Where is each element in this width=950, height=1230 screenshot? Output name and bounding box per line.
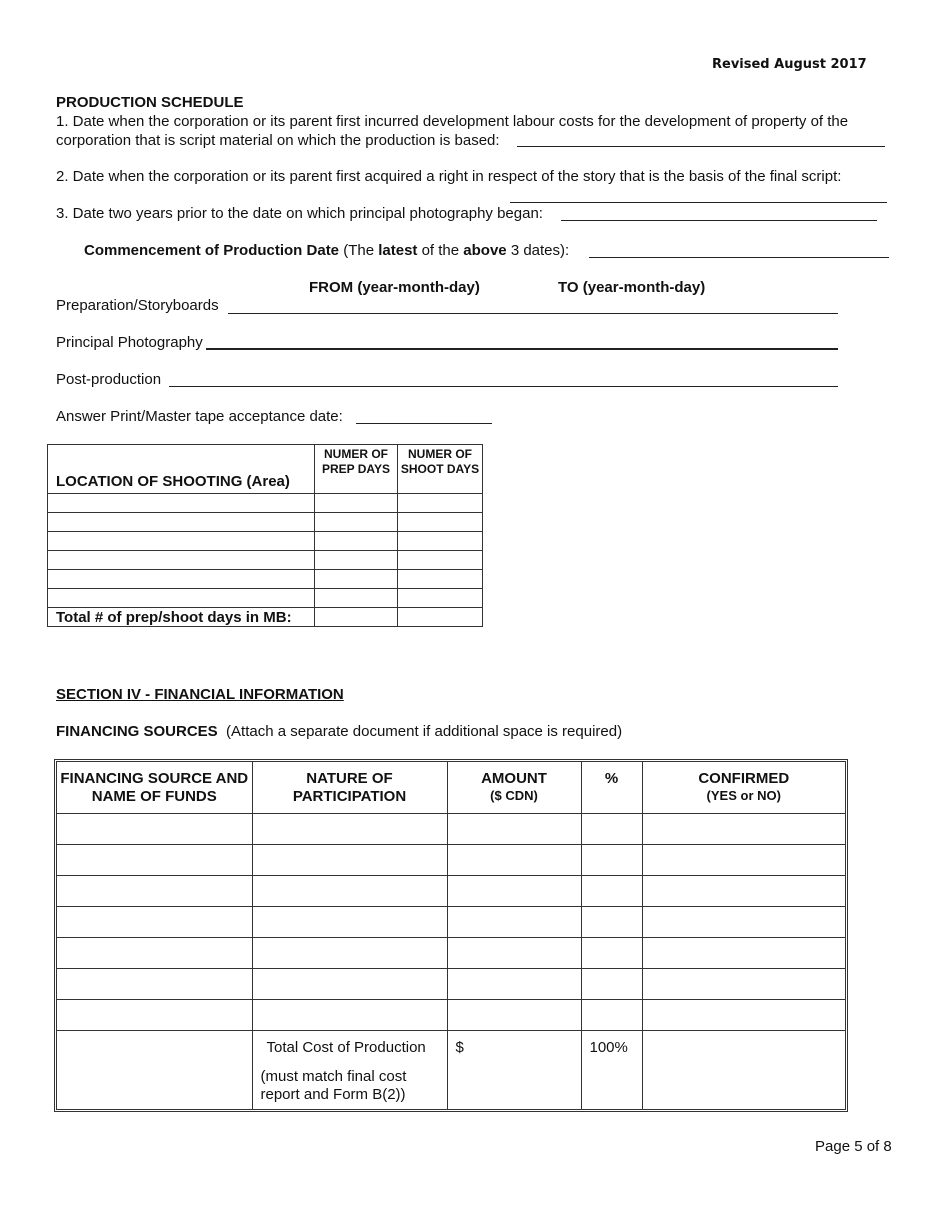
prep-days-cell[interactable] [315, 494, 398, 513]
amount-cell[interactable] [447, 938, 581, 969]
nature-cell[interactable] [252, 845, 447, 876]
table-row [48, 532, 483, 551]
table-row [57, 907, 845, 938]
prep-days-cell[interactable] [315, 513, 398, 532]
nature-cell[interactable] [252, 907, 447, 938]
question-1-answer-line[interactable] [517, 146, 885, 147]
table-row [48, 513, 483, 532]
source-header: FINANCING SOURCE AND NAME OF FUNDS [57, 762, 252, 814]
question-2-answer-line[interactable] [510, 202, 887, 203]
prep-days-cell[interactable] [315, 532, 398, 551]
table-row [48, 494, 483, 513]
nature-cell[interactable] [252, 814, 447, 845]
source-cell[interactable] [57, 876, 252, 907]
percent-cell[interactable] [581, 907, 642, 938]
shoot-days-cell[interactable] [398, 494, 483, 513]
table-row [57, 845, 845, 876]
to-header: TO (year-month-day) [558, 279, 706, 296]
question-1-line-2: corporation that is script material on which the production is based: [56, 132, 500, 149]
confirmed-cell[interactable] [642, 1000, 845, 1031]
shoot-days-cell[interactable] [398, 570, 483, 589]
question-2: 2. Date when the corporation or its parent first acquired a right in respect of the story that is the basis of the final script: [56, 168, 842, 185]
preparation-answer-line[interactable] [228, 313, 838, 314]
shoot-days-cell[interactable] [398, 551, 483, 570]
total-confirmed-cell[interactable] [642, 1031, 845, 1110]
nature-cell[interactable] [252, 876, 447, 907]
source-cell[interactable] [57, 845, 252, 876]
amount-cell[interactable] [447, 969, 581, 1000]
table-row [48, 551, 483, 570]
percent-total: 100% [589, 1039, 628, 1056]
table-row [48, 589, 483, 608]
question-3-answer-line[interactable] [561, 220, 877, 221]
phase-preparation: Preparation/Storyboards [56, 297, 219, 314]
table-row [57, 876, 845, 907]
confirmed-cell[interactable] [642, 907, 845, 938]
confirmed-header: CONFIRMED (YES or NO) [642, 762, 845, 814]
total-percent-cell [581, 1031, 642, 1110]
total-cost-label: Total Cost of Production [266, 1039, 426, 1056]
table-row [57, 1000, 845, 1031]
confirmed-cell[interactable] [642, 969, 845, 1000]
total-cost-cell [252, 1031, 447, 1110]
total-cost-note: (must match final cost report and Form B(2)) [260, 1068, 407, 1103]
percent-header: % [581, 762, 642, 814]
percent-cell[interactable] [581, 969, 642, 1000]
total-prep-days-cell[interactable] [315, 608, 398, 627]
amount-cell[interactable] [447, 1000, 581, 1031]
total-amount-cell[interactable] [447, 1031, 581, 1110]
nature-cell[interactable] [252, 969, 447, 1000]
source-cell[interactable] [57, 907, 252, 938]
shoot-days-cell[interactable] [398, 589, 483, 608]
location-cell[interactable] [48, 570, 315, 589]
phase-post-production: Post-production [56, 371, 162, 388]
percent-cell[interactable] [581, 876, 642, 907]
location-cell[interactable] [48, 494, 315, 513]
location-area-header: LOCATION OF SHOOTING (Area) [48, 445, 315, 494]
amount-cell[interactable] [447, 845, 581, 876]
financing-sources-table [57, 762, 845, 1109]
prep-days-header: NUMER OF PREP DAYS [315, 445, 398, 494]
nature-cell[interactable] [252, 938, 447, 969]
location-cell[interactable] [48, 513, 315, 532]
location-cell[interactable] [48, 532, 315, 551]
table-row [48, 570, 483, 589]
confirmed-cell[interactable] [642, 814, 845, 845]
nature-cell[interactable] [252, 1000, 447, 1031]
amount-cell[interactable] [447, 907, 581, 938]
nature-header: NATURE OF PARTICIPATION [252, 762, 447, 814]
confirmed-cell[interactable] [642, 938, 845, 969]
shoot-days-cell[interactable] [398, 532, 483, 551]
total-row [57, 1031, 845, 1110]
shoot-days-cell[interactable] [398, 513, 483, 532]
page-number: Page 5 of 8 [815, 1138, 892, 1155]
location-cell[interactable] [48, 589, 315, 608]
prep-days-cell[interactable] [315, 589, 398, 608]
source-cell[interactable] [57, 969, 252, 1000]
financing-table-frame [54, 759, 848, 1112]
section-iv-title: SECTION IV - FINANCIAL INFORMATION [56, 686, 344, 703]
amount-cell[interactable] [447, 814, 581, 845]
prep-days-cell[interactable] [315, 551, 398, 570]
total-row [48, 608, 483, 627]
phase-principal-photography: Principal Photography [56, 334, 203, 351]
answer-print-answer-line[interactable] [356, 423, 492, 424]
post-production-answer-line[interactable] [169, 386, 838, 387]
location-cell[interactable] [48, 551, 315, 570]
question-1-line-1: 1. Date when the corporation or its parent first incurred development labour costs for the development of property of the [56, 113, 849, 130]
principal-photography-answer-line[interactable] [206, 348, 838, 350]
source-cell[interactable] [57, 938, 252, 969]
location-of-shooting-table [47, 444, 483, 627]
commencement-answer-line[interactable] [589, 257, 889, 258]
financing-sources-heading: FINANCING SOURCES (Attach a separate document if additional space is required) [56, 723, 623, 740]
table-row [57, 938, 845, 969]
revised-date: Revised August 2017 [712, 57, 867, 72]
amount-header: AMOUNT ($ CDN) [447, 762, 581, 814]
percent-cell[interactable] [581, 938, 642, 969]
table-row [57, 969, 845, 1000]
percent-cell[interactable] [581, 845, 642, 876]
confirmed-cell[interactable] [642, 876, 845, 907]
confirmed-cell[interactable] [642, 845, 845, 876]
source-cell[interactable] [57, 1000, 252, 1031]
question-3: 3. Date two years prior to the date on which principal photography began: [56, 205, 543, 222]
dollar-sign: $ [455, 1039, 464, 1056]
shoot-days-header: NUMER OF SHOOT DAYS [398, 445, 483, 494]
production-schedule-title: PRODUCTION SCHEDULE [56, 94, 244, 111]
total-days-label: Total # of prep/shoot days in MB: [48, 608, 315, 627]
answer-print-label: Answer Print/Master tape acceptance date: [56, 408, 343, 425]
percent-cell[interactable] [581, 1000, 642, 1031]
percent-cell[interactable] [581, 814, 642, 845]
amount-cell[interactable] [447, 876, 581, 907]
from-header: FROM (year-month-day) [309, 279, 480, 296]
total-source-cell [57, 1031, 252, 1110]
total-shoot-days-cell[interactable] [398, 608, 483, 627]
prep-days-cell[interactable] [315, 570, 398, 589]
source-cell[interactable] [57, 814, 252, 845]
table-row [57, 814, 845, 845]
commencement-label: Commencement of Production Date (The latest of the above 3 dates): [84, 242, 570, 259]
